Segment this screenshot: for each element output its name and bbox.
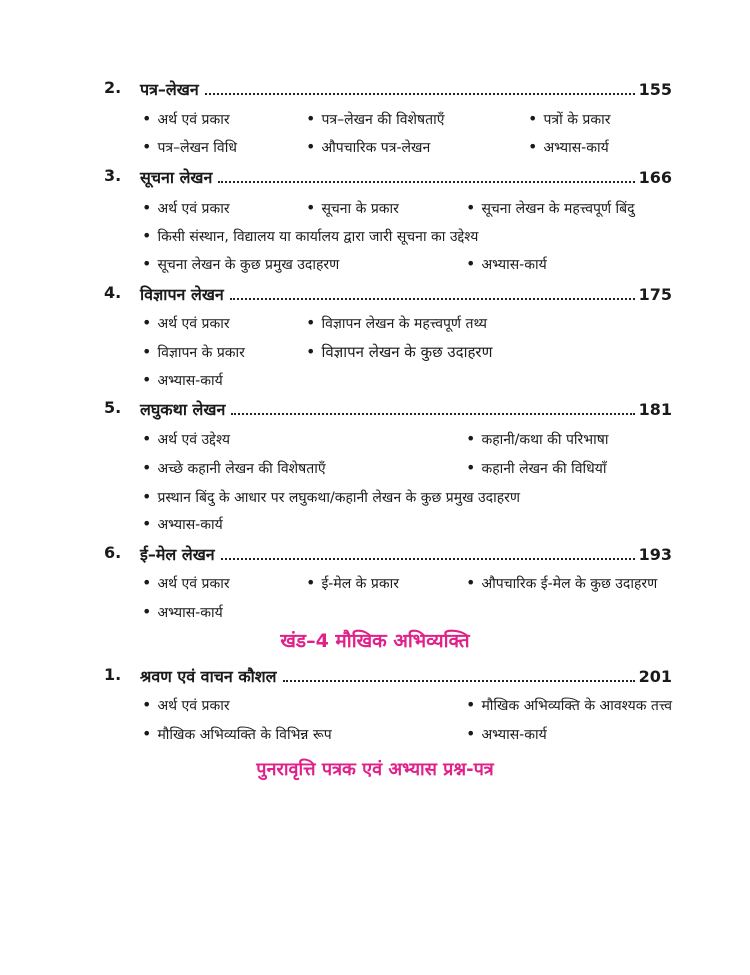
subtopic: • ई-मेल के प्रकार [306,573,399,593]
entry-page: 155 [638,80,672,99]
subtopic: • अर्थ एवं उद्देश्य [142,429,230,449]
subtopic: • अर्थ एवं प्रकार [142,109,230,129]
subtopic: • मौखिक अभिव्यक्ति के विभिन्न रूप [142,724,332,744]
dot-leader [231,412,634,415]
entry-title-line [140,543,672,565]
subtopic: • अर्थ एवं प्रकार [142,313,230,333]
dot-leader [218,180,634,183]
subtopic: • अभ्यास-कार्य [142,370,223,390]
entry-title-line [140,283,672,305]
entry-title: ई–मेल लेखन [140,545,215,564]
toc-entry[interactable] [0,78,750,104]
entry-title: पत्र–लेखन [140,80,199,99]
subtopic: • कहानी लेखन की विधियाँ [466,458,606,478]
subtopic: • सूचना लेखन के महत्त्वपूर्ण बिंदु [466,198,635,218]
subtopic: • मौखिक अभिव्यक्ति के आवश्यक तत्त्व [466,695,672,715]
entry-number: 1. [104,665,122,684]
subtopic: • पत्रों के प्रकार [528,109,610,129]
subtopic: • प्रस्थान बिंदु के आधार पर लघुकथा/कहानी लेखन के कुछ प्रमुख उदाहरण [142,487,520,507]
entry-title-line [140,665,672,687]
subtopic: • सूचना के प्रकार [306,198,399,218]
subtopic: • औपचारिक पत्र-लेखन [306,137,430,157]
revision-heading[interactable]: पुनरावृत्ति पत्रक एवं अभ्यास प्रश्न-पत्र [256,759,494,780]
subtopic: • सूचना लेखन के कुछ प्रमुख उदाहरण [142,254,339,274]
subtopic: • अभ्यास-कार्य [466,254,547,274]
toc-entry[interactable] [0,166,750,192]
dot-leader [283,679,635,682]
dot-leader [205,92,635,95]
entry-title-line [140,398,672,420]
dot-leader [221,557,635,560]
entry-page: 166 [638,168,672,187]
entry-number: 3. [104,166,122,185]
entry-title: श्रवण एवं वाचन कौशल [140,667,277,686]
toc-entry[interactable] [0,665,750,691]
entry-title-line [140,78,672,100]
subtopic: • किसी संस्थान, विद्यालय या कार्यालय द्वारा जारी सूचना का उद्देश्य [142,226,478,246]
subtopic: • अभ्यास-कार्य [528,137,609,157]
toc-entry[interactable] [0,398,750,424]
subtopic: • अभ्यास-कार्य [142,602,223,622]
entry-title: लघुकथा लेखन [140,400,226,419]
subtopic: • अर्थ एवं प्रकार [142,573,230,593]
entry-title: विज्ञापन लेखन [140,285,224,304]
toc-entry[interactable] [0,283,750,309]
subtopic: • अर्थ एवं प्रकार [142,695,230,715]
entry-page: 175 [638,285,672,304]
entry-number: 2. [104,78,122,97]
subtopic: • कहानी/कथा की परिभाषा [466,429,608,449]
entry-page: 193 [638,545,672,564]
toc-entry[interactable] [0,543,750,569]
entry-number: 5. [104,398,122,417]
subtopic: • अच्छे कहानी लेखन की विशेषताएँ [142,458,326,478]
dot-leader [230,297,635,300]
subtopic: • अर्थ एवं प्रकार [142,198,230,218]
subtopic: • पत्र–लेखन की विशेषताएँ [306,109,444,129]
subtopic: • पत्र–लेखन विधि [142,137,237,157]
entry-page: 201 [638,667,672,686]
entry-number: 4. [104,283,122,302]
subtopic: • विज्ञापन लेखन के महत्त्वपूर्ण तथ्य [306,313,487,333]
subtopic: • अभ्यास-कार्य [142,514,223,534]
subtopic: • विज्ञापन के प्रकार [142,342,245,362]
khand-heading: खंड–4 मौखिक अभिव्यक्ति [280,630,470,652]
subtopic: • विज्ञापन लेखन के कुछ उदाहरण [306,342,492,362]
entry-number: 6. [104,543,122,562]
entry-title-line [140,166,672,188]
subtopic: • औपचारिक ई-मेल के कुछ उदाहरण [466,573,657,593]
entry-title: सूचना लेखन [140,168,213,187]
entry-page: 181 [638,400,672,419]
subtopic: • अभ्यास-कार्य [466,724,547,744]
